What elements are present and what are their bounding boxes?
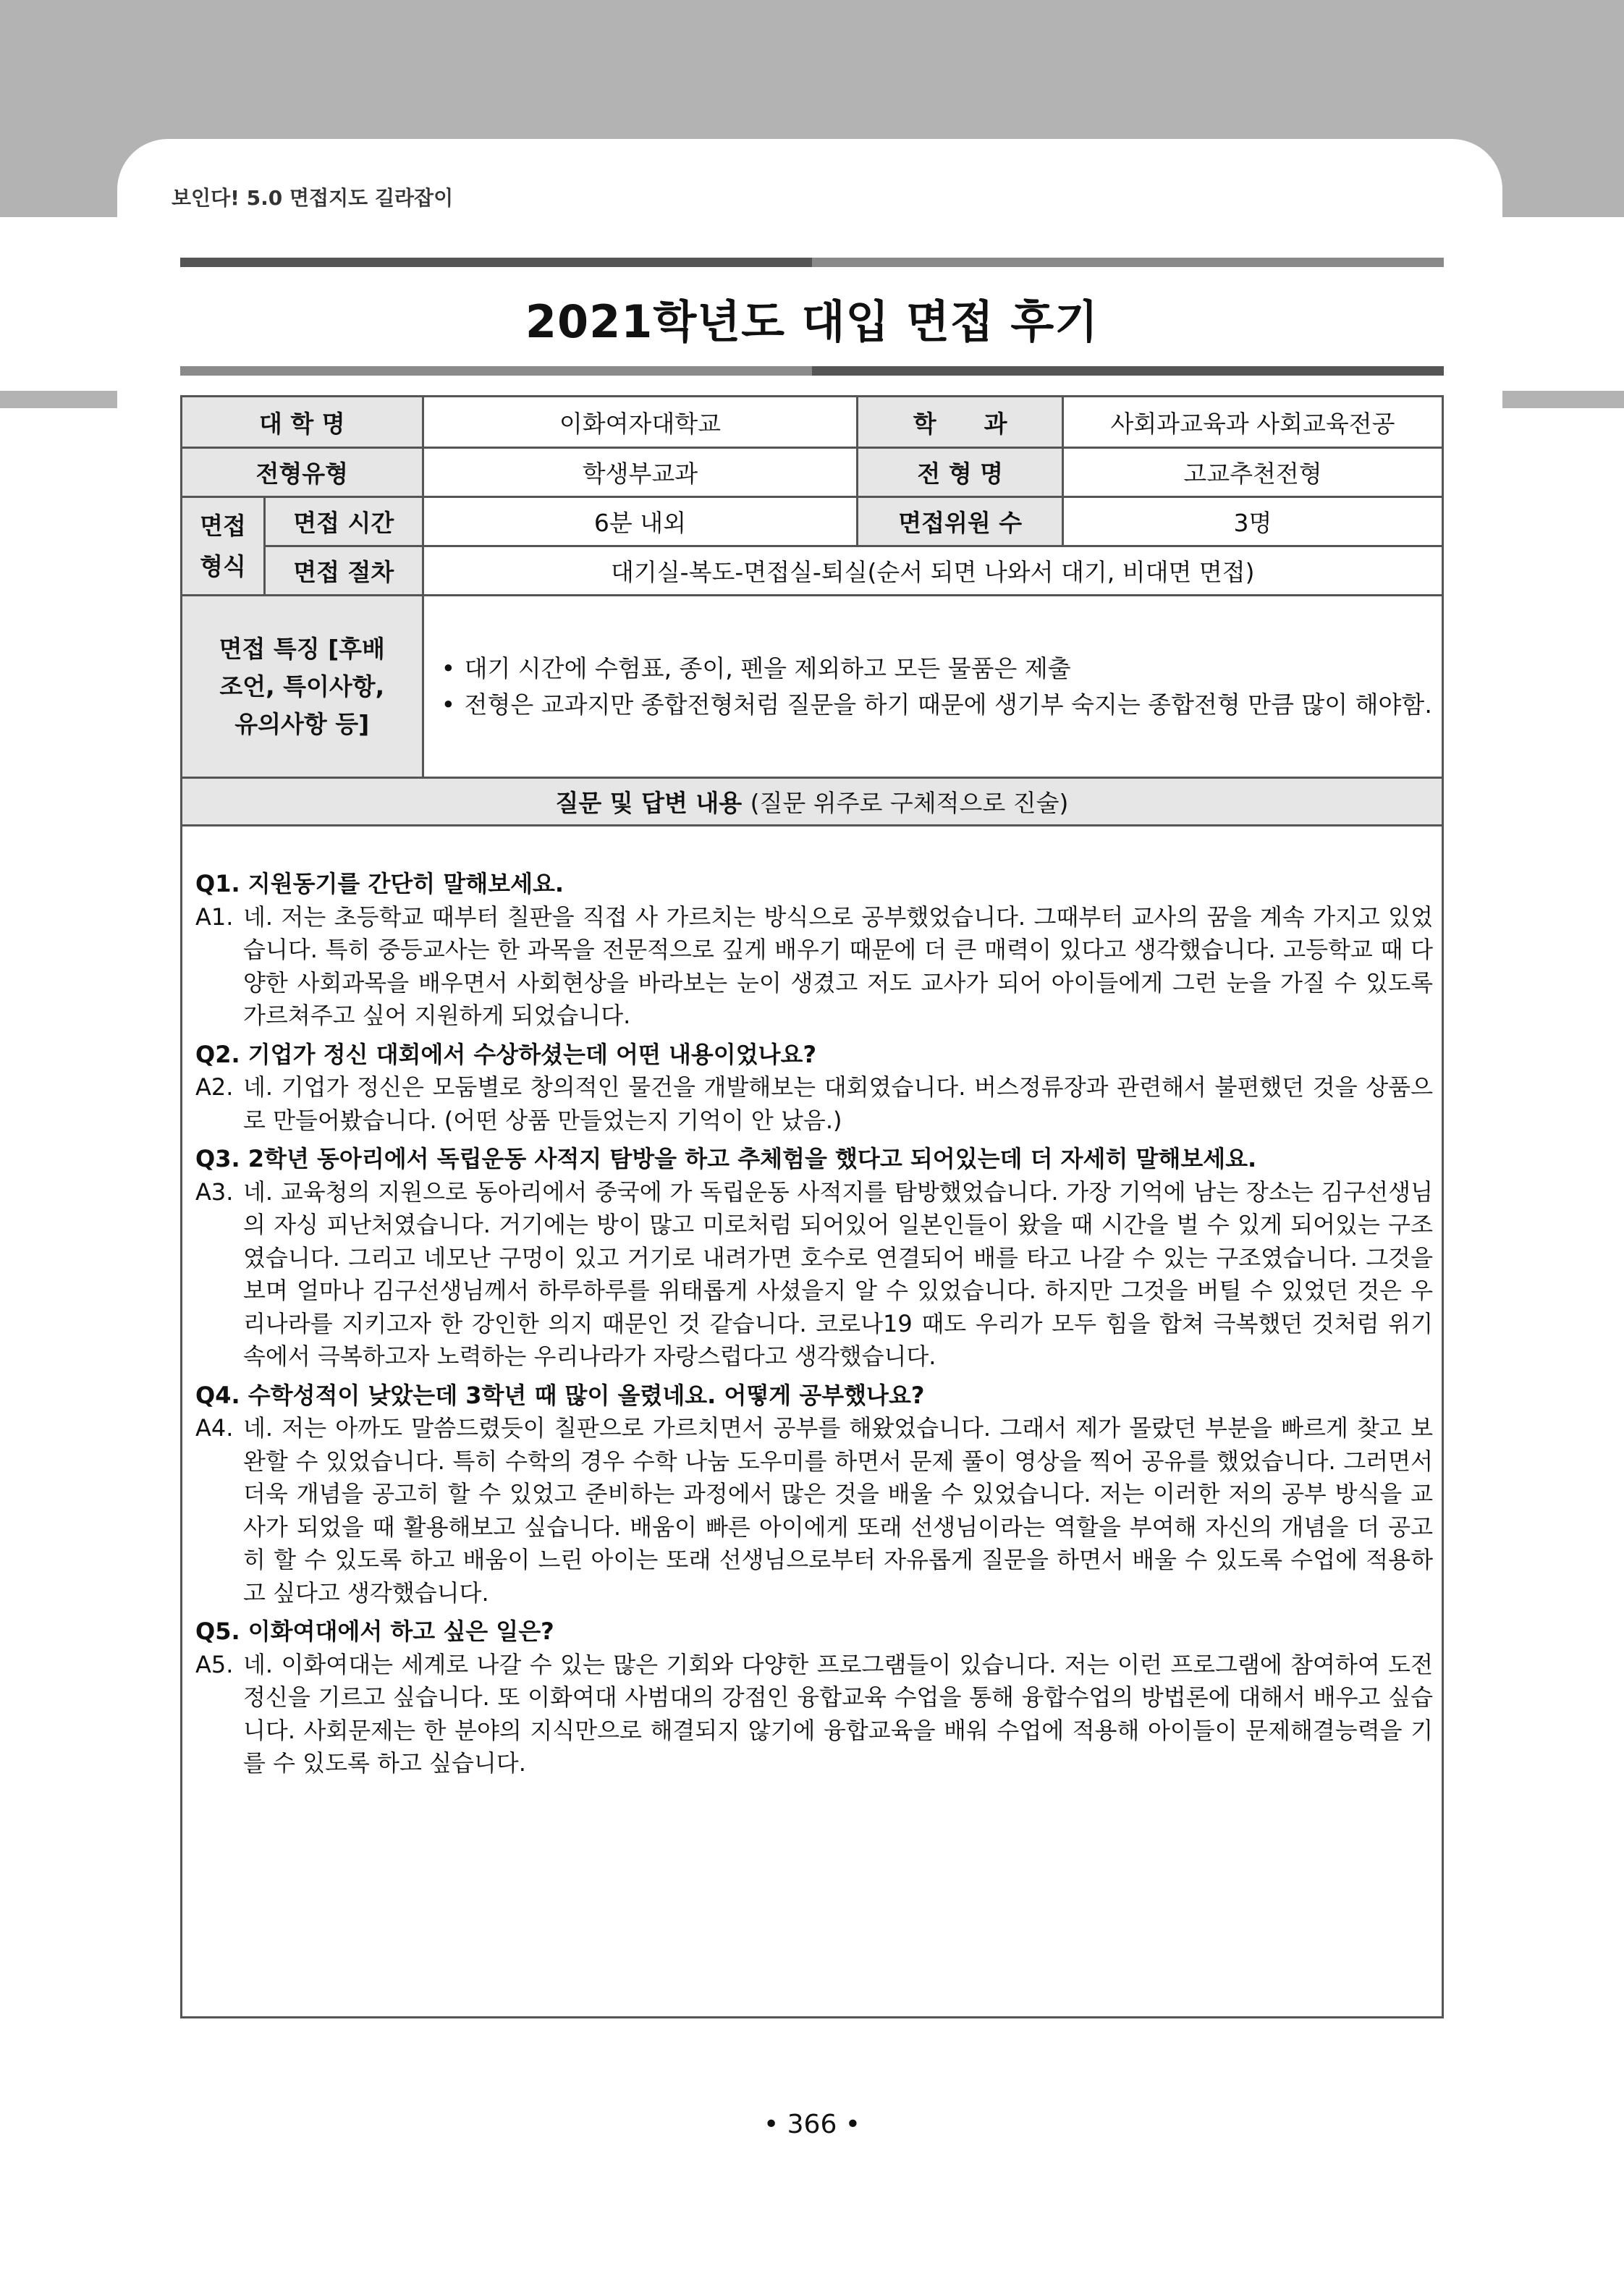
title-bar-bottom	[180, 366, 1444, 376]
answer-label: A1.	[195, 902, 234, 931]
answer	[195, 1176, 1433, 1374]
qa-section	[180, 824, 1444, 2018]
proc-value: 대기실-복도-면접실-퇴실(순서 되면 나와서 대기, 비대면 면접)	[423, 546, 1442, 596]
qa-header-note: (질문 위주로 구체적으로 진술)	[750, 789, 1069, 817]
time-label: 면접 시간	[264, 497, 423, 546]
type-value: 학생부교과	[423, 448, 858, 497]
features-list	[439, 651, 1442, 723]
type-label: 전형유형	[182, 448, 423, 497]
answer-text: 네. 기업가 정신은 모둠별로 창의적인 물건을 개발해보는 대회였습니다. 버스정류장과 관련해서 불편했던 것을 상품으로 만들어봤습니다. (어떤 상품 만들었는지 기억이 안 났음.)	[243, 1073, 1433, 1134]
proc-label: 면접 절차	[264, 546, 423, 596]
running-header: 보인다! 5.0 면접지도 길라잡이	[172, 186, 454, 210]
answer	[195, 1412, 1433, 1610]
features-cell	[423, 596, 1442, 778]
univ-label: 대 학 명	[182, 397, 423, 448]
answer-text: 네. 저는 초등학교 때부터 칠판을 직접 사 가르치는 방식으로 공부했었습니다. 그때부터 교사의 꿈을 계속 가지고 있었습니다. 특히 중등교사는 한 과목을 전문적으로 깊게 배우기 때문에 더 큰 매력이 있다고 생각했습니다. 고등학교 때 다양한 사회과목을 배우면서 사회현상을 바라보는 눈이 생겼고 저도 교사가 되어 아이들에게 그런 눈을 가질 수 있도록 가르쳐주고 싶어 지원하게 되었습니다.	[243, 902, 1433, 1029]
univ-value: 이화여자대학교	[423, 397, 858, 448]
track-label: 전 형 명	[858, 448, 1063, 497]
answer	[195, 901, 1433, 1033]
answer	[195, 1071, 1433, 1137]
format-label: 면접 형식	[182, 497, 265, 596]
side-stripe-left	[0, 391, 119, 408]
question: Q3. 2학년 동아리에서 독립운동 사적지 탐방을 하고 추체험을 했다고 되어있는데 더 자세히 말해보세요.	[195, 1145, 1257, 1172]
answer-label: A2.	[195, 1073, 234, 1101]
question: Q4. 수학성적이 낮았는데 3학년 때 많이 올렸네요. 어떻게 공부했나요?	[195, 1381, 925, 1409]
qa-body	[195, 868, 1433, 1780]
features-label-text: 면접 특징 [후배조언, 특이사항, 유의사항 등]	[219, 634, 385, 738]
dept-label: 학 과	[858, 397, 1063, 448]
dept-value: 사회과교육과 사회교육전공	[1062, 397, 1442, 448]
info-table	[180, 395, 1444, 826]
feature-item: • 전형은 교과지만 종합전형처럼 질문을 하기 때문에 생기부 숙지는 종합전형 만큼 많이 해야함.	[439, 687, 1442, 723]
question: Q1. 지원동기를 간단히 말해보세요.	[195, 870, 564, 897]
features-label	[182, 596, 423, 778]
panel-label: 면접위원 수	[858, 497, 1063, 546]
answer-text: 네. 교육청의 지원으로 동아리에서 중국에 가 독립운동 사적지를 탐방했었습니다. 가장 기억에 남는 장소는 김구선생님의 자싱 피난처였습니다. 거기에는 방이 많고 미로처럼 되어있어 일본인들이 왔을 때 시간을 벌 수 있게 되어있는 구조였습니다. 그리고 네모난 구멍이 있고 거기로 내려가면 호수로 연결되어 배를 타고 나갈 수 있는 구조였습니다. 그것을 보며 얼마나 김구선생님께서 하루하루를 위태롭게 사셨을지 알 수 있었습니다. 하지만 그것을 버틸 수 있었던 것은 우리나라를 지키고자 한 강인한 의지 때문인 것 같습니다. 코로나19 때도 우리가 모두 힘을 합쳐 극복했던 것처럼 위기 속에서 극복하고자 노력하는 우리나라가 자랑스럽다고 생각했습니다.	[243, 1177, 1433, 1370]
side-stripe-right	[1501, 391, 1624, 408]
qa-header-title: 질문 및 답변 내용	[555, 789, 743, 817]
question: Q2. 기업가 정신 대회에서 수상하셨는데 어떤 내용이었나요?	[195, 1040, 817, 1068]
question: Q5. 이화여대에서 하고 싶은 일은?	[195, 1618, 554, 1645]
answer-label: A5.	[195, 1650, 234, 1678]
answer-label: A3.	[195, 1177, 234, 1206]
answer-text: 네. 저는 아까도 말씀드렸듯이 칠판으로 가르치면서 공부를 해왔었습니다. 그래서 제가 몰랐던 부분을 빠르게 찾고 보완할 수 있었습니다. 특히 수학의 경우 수학 나눔 도우미를 하면서 문제 풀이 영상을 찍어 공유를 했었습니다. 그러면서 더욱 개념을 공고히 할 수 있었고 준비하는 과정에서 많은 것을 배울 수 있었습니다. 저는 이러한 저의 공부 방식을 교사가 되었을 때 활용해보고 싶습니다. 배움이 빠른 아이에게 또래 선생님이라는 역할을 부여해 자신의 개념을 더 공고히 할 수 있도록 하고 배움이 느린 아이는 또래 선생님으로부터 자유롭게 질문을 하면서 배울 수 있도록 수업에 적용하고 싶다고 생각했습니다.	[243, 1414, 1433, 1607]
panel-value: 3명	[1062, 497, 1442, 546]
answer	[195, 1649, 1433, 1780]
track-value: 고교추천전형	[1062, 448, 1442, 497]
time-value: 6분 내외	[423, 497, 858, 546]
page-title: 2021학년도 대입 면접 후기	[525, 295, 1099, 348]
page-number: • 366 •	[763, 2110, 861, 2139]
answer-label: A4.	[195, 1414, 234, 1442]
title-bar-top	[180, 258, 1444, 267]
qa-header	[182, 778, 1443, 826]
answer-text: 네. 이화여대는 세계로 나갈 수 있는 많은 기회와 다양한 프로그램들이 있습니다. 저는 이런 프로그램에 참여하여 도전정신을 기르고 싶습니다. 또 이화여대 사범대의 강점인 융합교육 수업을 통해 융합수업의 방법론에 대해서 배우고 싶습니다. 사회문제는 한 분야의 지식만으로 해결되지 않기에 융합교육을 배워 수업에 적용해 아이들이 문제해결능력을 기를 수 있도록 하고 싶습니다.	[243, 1650, 1433, 1777]
feature-item: • 대기 시간에 수험표, 종이, 펜을 제외하고 모든 물품은 제출	[439, 651, 1442, 687]
